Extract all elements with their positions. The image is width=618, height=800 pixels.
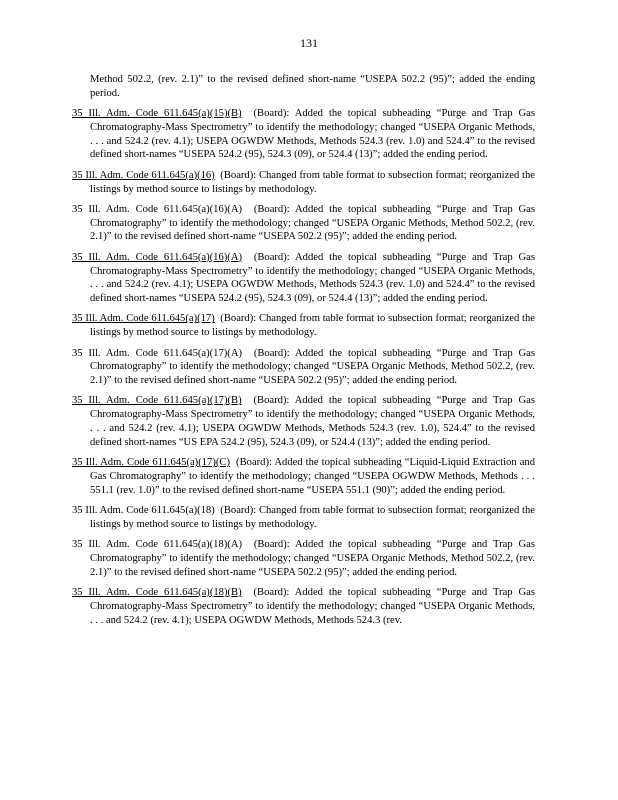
entry-citation: 35 Ill. Adm. Code 611.645(a)(16)(A) (72, 203, 243, 215)
list-item (72, 203, 535, 244)
entry-citation: 35 Ill. Adm. Code 611.645(a)(18)(B) (72, 587, 242, 598)
entry-citation: 35 Ill. Adm. Code 611.645(a)(17) (72, 313, 215, 325)
entry-text: (Board): Changed from table format to subsection format; reorganized the listings by method source to listings by methodology. (90, 505, 535, 530)
list-item (72, 456, 535, 497)
list-item (72, 394, 535, 449)
entry-text: (Board): Added the topical subheading “Purge and Trap Gas Chromatography” to identify the methodology; changed “USEPA Organic Methods, Method 502.2, (rev. 2.1)” to the revised defined short-name “USEPA 502.2 (95)”; added the ending period. (90, 203, 535, 243)
entry-citation: 35 Ill. Adm. Code 611.645(a)(16)(A) (72, 251, 243, 263)
list-item (72, 107, 535, 162)
entry-citation: 35 Ill. Adm. Code 611.645(a)(17)(C) (72, 457, 230, 469)
entry-text: (Board): Added the topical subheading “Purge and Trap Gas Chromatography-Mass Spectrometry” to identify the methodology; changed “USEPA Organic Methods, . . . and 524.2 (rev. 4.1); USEPA OGWDW Methods, Methods 524.3 (rev. 1.0) and 524.4” to the revised defined short-names “USEPA 524.2 (95), 524.3 (09), or 524.4 (13)”; added the ending period. (90, 251, 535, 305)
entry-text: (Board): Added the topical subheading “Purge and Trap Gas Chromatography-Mass Spectrometry” to identify the methodology; changed “USEPA Organic Methods, . . . and 524.2 (rev. 4.1); USEPA OGWDW Methods, Methods 524.3 (rev. (90, 587, 536, 626)
entry-text: (Board): Added the topical subheading “Purge and Trap Gas Chromatography-Mass Spectrometry” to identify the methodology; changed “USEPA Organic Methods, . . . and 524.2 (rev. 4.1); USEPA OGWDW Methods, Methods 524.3 (rev. 1.0), 524.4” to the revised defined short-names “US EPA 524.2 (95), 524.3 (09), or 524.4 (13)”; added the ending period. (90, 395, 536, 448)
entry-text: (Board): Added the topical subheading “Purge and Trap Gas Chromatography” to identify the methodology; changed “USEPA Organic Methods, Method 502.2, (rev. 2.1)” to the revised defined short-name “USEPA 502.2 (95)”; added the ending period. (90, 347, 535, 387)
entry-citation: 35 Ill. Adm. Code 611.645(a)(17)(B) (72, 395, 242, 407)
entry-citation: 35 Ill. Adm. Code 611.645(a)(18) (72, 505, 215, 517)
list-item (72, 312, 535, 340)
entry-citation: 35 Ill. Adm. Code 611.645(a)(15)(B) (72, 108, 242, 120)
list-item (72, 251, 535, 306)
list-item (72, 586, 535, 627)
entry-text: (Board): Added the topical subheading “Purge and Trap Gas Chromatography” to identify the methodology; changed “USEPA Organic Methods, Method 502.2, (rev. 2.1)” to the revised defined short-name “USEPA 502.2 (95)”; added the ending period. (90, 539, 535, 578)
entry-text: (Board): Added the topical subheading “Purge and Trap Gas Chromatography-Mass Spectrometry” to identify the methodology; changed “USEPA Organic Methods, . . . and 524.2 (rev. 4.1); USEPA OGWDW Methods, Methods 524.3 (rev. 1.0) and 524.4” to the revised defined short-names “USEPA 524.2 (95), 524.3 (09), or 524.4 (13)”; added the ending period. (90, 108, 536, 161)
entry-citation: 35 Ill. Adm. Code 611.645(a)(18)(A) (72, 539, 243, 551)
entry-list (72, 73, 535, 634)
list-item (72, 538, 535, 579)
list-item (72, 504, 535, 532)
list-item (72, 347, 535, 388)
page-number: 131 (300, 36, 318, 50)
list-item (72, 169, 535, 197)
entry-text: (Board): Added the topical subheading “Liquid-Liquid Extraction and Gas Chromatography” to identify the methodology; changed “USEPA OGWDW Methods, Methods . . . 551.1 (rev. 1.0)” to the revised defined short-name “USEPA 551.1 (90)”; added the ending period. (90, 457, 535, 496)
entry-citation: 35 Ill. Adm. Code 611.645(a)(17)(A) (72, 347, 243, 359)
continuation-paragraph (72, 73, 535, 101)
entry-text: (Board): Changed from table format to subsection format; reorganized the listings by method source to listings by methodology. (90, 313, 535, 339)
entry-citation: 35 Ill. Adm. Code 611.645(a)(16) (72, 169, 215, 181)
entry-text: (Board): Changed from table format to subsection format; reorganized the listings by method source to listings by methodology. (90, 169, 535, 195)
continuation-text: Method 502.2, (rev. 2.1)” to the revised defined short-name “USEPA 502.2 (95)”; added the ending period. (90, 74, 535, 99)
